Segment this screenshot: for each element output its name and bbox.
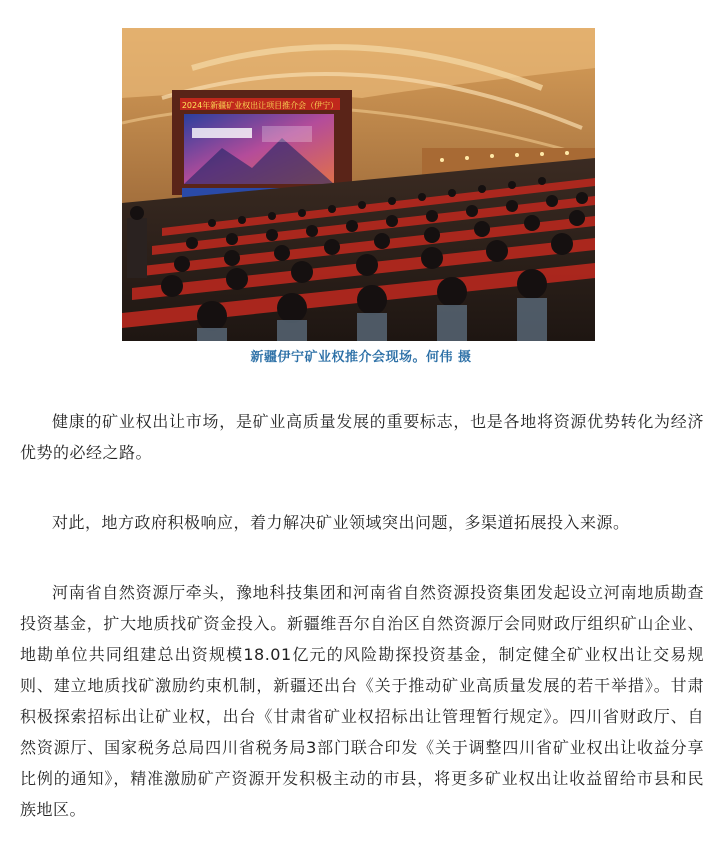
- photo-caption: 新疆伊宁矿业权推介会现场。何伟 摄: [250, 350, 472, 365]
- paragraph-1: 健康的矿业权出让市场，是矿业高质量发展的重要标志，也是各地将资源优势转化为经济优势的必经之路。: [20, 412, 704, 462]
- paragraph-2: 对此，地方政府积极响应，着力解决矿业领域突出问题，多渠道拓展投入来源。: [52, 513, 630, 532]
- conference-photo: [122, 28, 595, 341]
- paragraph-3: 河南省自然资源厅牵头，豫地科技集团和河南省自然资源投资集团发起设立河南地质勘查投资基金，扩大地质找矿资金投入。新疆维吾尔自治区自然资源厅会同财政厅组织矿山企业、地勘单位共同组建总出资规模18.01亿元的风险勘探投资基金，制定健全矿业权出让交易规则、建立地质找矿激励约束机制，新疆还出台《关于推动矿业高质量发展的若干举措》。甘肃积极探索招标出让矿业权，出台《甘肃省矿业权招标出让管理暂行规定》。四川省财政厅、自然资源厅、国家税务总局四川省税务局3部门联合印发《关于调整四川省矿业权出让收益分享比例的通知》，精准激励矿产资源开发积极主动的市县，将更多矿业权出让收益留给市县和民族地区。: [20, 583, 704, 819]
- auditorium-illustration: [122, 28, 595, 341]
- banner-text: 2024年新疆矿业权出让项目推介会（伊宁）: [181, 101, 339, 110]
